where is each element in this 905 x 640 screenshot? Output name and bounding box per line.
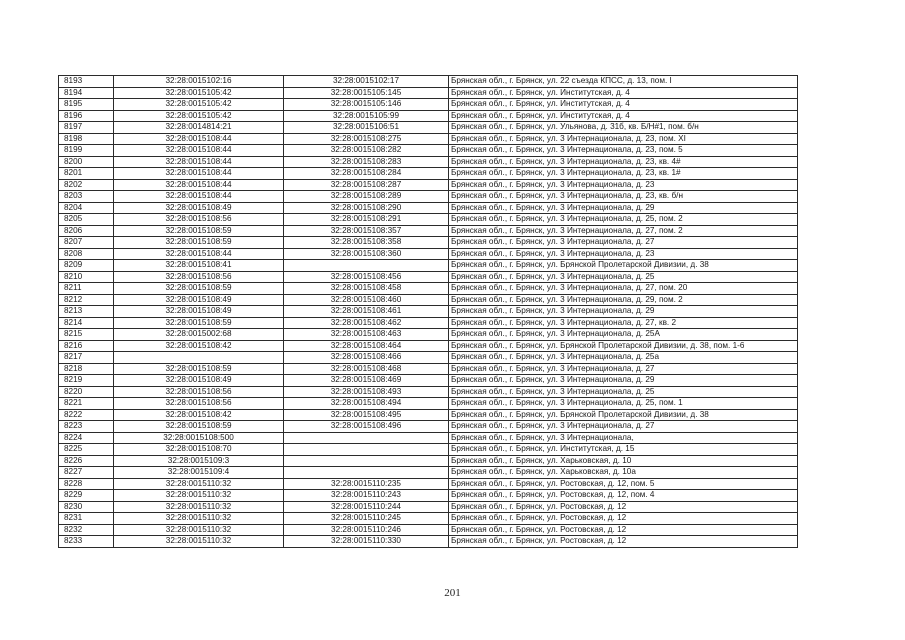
parcel-number-cell: 32:28:0015108:44 [114,145,284,157]
parcel-number-cell: 32:28:0015108:59 [114,237,284,249]
row-number-cell: 8220 [59,386,114,398]
parcel-number-cell: 32:28:0015108:49 [114,294,284,306]
address-cell: Брянская обл., г. Брянск, ул. Ростовская, д. 12 [449,501,798,513]
object-number-cell: 32:28:0015108:275 [284,133,449,145]
address-cell: Брянская обл., г. Брянск, ул. 3 Интернационала, д. 23, кв. 4# [449,156,798,168]
table-row [59,145,798,157]
table-row [59,501,798,513]
row-number-cell: 8226 [59,455,114,467]
address-cell: Брянская обл., г. Брянск, ул. 3 Интернационала, д. 25А [449,329,798,341]
table-row [59,76,798,88]
table-row [59,306,798,318]
row-number-cell: 8201 [59,168,114,180]
table-row [59,421,798,433]
address-cell: Брянская обл., г. Брянск, ул. 3 Интернационала, д. 29 [449,202,798,214]
row-number-cell: 8199 [59,145,114,157]
row-number-cell: 8205 [59,214,114,226]
table-row [59,467,798,479]
object-number-cell: 32:28:0015108:284 [284,168,449,180]
address-cell: Брянская обл., г. Брянск, ул. Институтская, д. 4 [449,87,798,99]
row-number-cell: 8203 [59,191,114,203]
table-row [59,110,798,122]
object-number-cell: 32:28:0015110:245 [284,513,449,525]
row-number-cell: 8200 [59,156,114,168]
row-number-cell: 8229 [59,490,114,502]
registry-table [58,75,798,548]
address-cell: Брянская обл., г. Брянск, ул. 3 Интернационала, д. 23 [449,248,798,260]
table-row [59,99,798,111]
object-number-cell: 32:28:0015105:146 [284,99,449,111]
parcel-number-cell: 32:28:0015108:56 [114,214,284,226]
object-number-cell: 32:28:0015108:464 [284,340,449,352]
parcel-number-cell [114,352,284,364]
row-number-cell: 8210 [59,271,114,283]
address-cell: Брянская обл., г. Брянск, ул. 3 Интернационала, д. 23, кв. б/н [449,191,798,203]
address-cell: Брянская обл., г. Брянск, ул. 3 Интернационала, д. 29 [449,306,798,318]
table-row [59,179,798,191]
object-number-cell: 32:28:0015108:287 [284,179,449,191]
table-row [59,478,798,490]
address-cell: Брянская обл., г. Брянск, ул. 3 Интернационала, д. 27, кв. 2 [449,317,798,329]
parcel-number-cell: 32:28:0014814:21 [114,122,284,134]
object-number-cell: 32:28:0015108:493 [284,386,449,398]
row-number-cell: 8228 [59,478,114,490]
parcel-number-cell: 32:28:0015108:49 [114,306,284,318]
table-row [59,122,798,134]
parcel-number-cell: 32:28:0015109:4 [114,467,284,479]
row-number-cell: 8221 [59,398,114,410]
object-number-cell: 32:28:0015108:289 [284,191,449,203]
address-cell: Брянская обл., г. Брянск, ул. 3 Интернационала, д. 27 [449,237,798,249]
object-number-cell: 32:28:0015110:246 [284,524,449,536]
object-number-cell: 32:28:0015108:494 [284,398,449,410]
table-row [59,214,798,226]
address-cell: Брянская обл., г. Брянск, ул. Ростовская, д. 12 [449,524,798,536]
parcel-number-cell: 32:28:0015108:59 [114,317,284,329]
object-number-cell: 32:28:0015108:468 [284,363,449,375]
address-cell: Брянская обл., г. Брянск, ул. Ростовская, д. 12 [449,536,798,548]
row-number-cell: 8222 [59,409,114,421]
address-cell: Брянская обл., г. Брянск, ул. 3 Интернационала, д. 25, пом. 1 [449,398,798,410]
parcel-number-cell: 32:28:0015108:59 [114,421,284,433]
address-cell: Брянская обл., г. Брянск, ул. 3 Интернационала, д. 25 [449,271,798,283]
row-number-cell: 8193 [59,76,114,88]
table-row [59,168,798,180]
row-number-cell: 8212 [59,294,114,306]
row-number-cell: 8198 [59,133,114,145]
object-number-cell: 32:28:0015106:51 [284,122,449,134]
address-cell: Брянская обл., г. Брянск, ул. Брянской Пролетарской Дивизии, д. 38 [449,260,798,272]
table-row [59,294,798,306]
parcel-number-cell: 32:28:0015108:44 [114,179,284,191]
parcel-number-cell: 32:28:0015110:32 [114,490,284,502]
row-number-cell: 8208 [59,248,114,260]
parcel-number-cell: 32:28:0015108:59 [114,225,284,237]
object-number-cell: 32:28:0015108:291 [284,214,449,226]
address-cell: Брянская обл., г. Брянск, ул. Ростовская, д. 12, пом. 4 [449,490,798,502]
object-number-cell: 32:28:0015108:469 [284,375,449,387]
row-number-cell: 8206 [59,225,114,237]
parcel-number-cell: 32:28:0015108:44 [114,248,284,260]
object-number-cell: 32:28:0015108:283 [284,156,449,168]
table-row [59,375,798,387]
table-row [59,455,798,467]
object-number-cell [284,432,449,444]
row-number-cell: 8230 [59,501,114,513]
address-cell: Брянская обл., г. Брянск, ул. 3 Интернационала, д. 27 [449,421,798,433]
row-number-cell: 8217 [59,352,114,364]
address-cell: Брянская обл., г. Брянск, ул. 22 съезда КПСС, д. 13, пом. I [449,76,798,88]
table-row [59,260,798,272]
table-row [59,398,798,410]
row-number-cell: 8209 [59,260,114,272]
row-number-cell: 8204 [59,202,114,214]
row-number-cell: 8202 [59,179,114,191]
address-cell: Брянская обл., г. Брянск, ул. 3 Интернационала, д. 25, пом. 2 [449,214,798,226]
table-row [59,248,798,260]
address-cell: Брянская обл., г. Брянск, ул. 3 Интернационала, д. 27 [449,363,798,375]
table-row [59,513,798,525]
object-number-cell: 32:28:0015108:460 [284,294,449,306]
table-row [59,524,798,536]
address-cell: Брянская обл., г. Брянск, ул. Харьковская, д. 10 [449,455,798,467]
object-number-cell: 32:28:0015108:495 [284,409,449,421]
parcel-number-cell: 32:28:0015108:56 [114,398,284,410]
address-cell: Брянская обл., г. Брянск, ул. 3 Интернационала, д. 27, пом. 2 [449,225,798,237]
object-number-cell [284,467,449,479]
page-number: 201 [444,587,461,599]
address-cell: Брянская обл., г. Брянск, ул. 3 Интернационала, д. 23, кв. 1# [449,168,798,180]
row-number-cell: 8233 [59,536,114,548]
address-cell: Брянская обл., г. Брянск, ул. Институтская, д. 4 [449,99,798,111]
row-number-cell: 8207 [59,237,114,249]
table-row [59,536,798,548]
parcel-number-cell: 32:28:0015108:49 [114,202,284,214]
address-cell: Брянская обл., г. Брянск, ул. 3 Интернационала, д. 25 [449,386,798,398]
table-row [59,317,798,329]
address-cell: Брянская обл., г. Брянск, ул. Харьковская, д. 10а [449,467,798,479]
address-cell: Брянская обл., г. Брянск, ул. 3 Интернационала, д. 23 [449,179,798,191]
parcel-number-cell: 32:28:0015102:16 [114,76,284,88]
object-number-cell [284,444,449,456]
object-number-cell: 32:28:0015110:330 [284,536,449,548]
parcel-number-cell: 32:28:0015108:44 [114,168,284,180]
row-number-cell: 8197 [59,122,114,134]
parcel-number-cell: 32:28:0015108:70 [114,444,284,456]
parcel-number-cell: 32:28:0015110:32 [114,478,284,490]
table-row [59,444,798,456]
row-number-cell: 8194 [59,87,114,99]
parcel-number-cell: 32:28:0015105:42 [114,110,284,122]
parcel-number-cell: 32:28:0015108:41 [114,260,284,272]
table-row [59,133,798,145]
object-number-cell: 32:28:0015108:282 [284,145,449,157]
parcel-number-cell: 32:28:0015108:56 [114,386,284,398]
parcel-number-cell: 32:28:0015108:44 [114,133,284,145]
parcel-number-cell: 32:28:0015110:32 [114,501,284,513]
object-number-cell: 32:28:0015108:462 [284,317,449,329]
address-cell: Брянская обл., г. Брянск, ул. 3 Интернационала, [449,432,798,444]
object-number-cell: 32:28:0015110:244 [284,501,449,513]
object-number-cell: 32:28:0015108:358 [284,237,449,249]
table-row [59,87,798,99]
table-row [59,363,798,375]
table-row [59,329,798,341]
object-number-cell: 32:28:0015108:456 [284,271,449,283]
parcel-number-cell: 32:28:0015108:44 [114,191,284,203]
object-number-cell: 32:28:0015108:496 [284,421,449,433]
object-number-cell: 32:28:0015108:290 [284,202,449,214]
table-row [59,352,798,364]
parcel-number-cell: 32:28:0015108:42 [114,409,284,421]
parcel-number-cell: 32:28:0015108:59 [114,363,284,375]
parcel-number-cell: 32:28:0015110:32 [114,524,284,536]
row-number-cell: 8215 [59,329,114,341]
object-number-cell: 32:28:0015108:461 [284,306,449,318]
table-row [59,271,798,283]
address-cell: Брянская обл., г. Брянск, ул. Брянской Пролетарской Дивизии, д. 38, пом. 1-6 [449,340,798,352]
object-number-cell: 32:28:0015108:458 [284,283,449,295]
table-row [59,340,798,352]
object-number-cell: 32:28:0015108:463 [284,329,449,341]
parcel-number-cell: 32:28:0015108:500 [114,432,284,444]
object-number-cell: 32:28:0015105:99 [284,110,449,122]
address-cell: Брянская обл., г. Брянск, ул. 3 Интернационала, д. 29 [449,375,798,387]
address-cell: Брянская обл., г. Брянск, ул. Ульянова, д. 31б, кв. Б/Н#1, пом. б/н [449,122,798,134]
address-cell: Брянская обл., г. Брянск, ул. 3 Интернационала, д. 23, пом. XI [449,133,798,145]
row-number-cell: 8224 [59,432,114,444]
parcel-number-cell: 32:28:0015108:42 [114,340,284,352]
row-number-cell: 8196 [59,110,114,122]
address-cell: Брянская обл., г. Брянск, ул. Институтская, д. 15 [449,444,798,456]
row-number-cell: 8216 [59,340,114,352]
address-cell: Брянская обл., г. Брянск, ул. 3 Интернационала, д. 27, пом. 20 [449,283,798,295]
row-number-cell: 8214 [59,317,114,329]
object-number-cell: 32:28:0015108:357 [284,225,449,237]
table-row [59,225,798,237]
address-cell: Брянская обл., г. Брянск, ул. Брянской Пролетарской Дивизии, д. 38 [449,409,798,421]
table-row [59,490,798,502]
parcel-number-cell: 32:28:0015105:42 [114,87,284,99]
row-number-cell: 8225 [59,444,114,456]
parcel-number-cell: 32:28:0015110:32 [114,513,284,525]
parcel-number-cell: 32:28:0015105:42 [114,99,284,111]
table-row [59,202,798,214]
row-number-cell: 8223 [59,421,114,433]
parcel-number-cell: 32:28:0015109:3 [114,455,284,467]
row-number-cell: 8211 [59,283,114,295]
address-cell: Брянская обл., г. Брянск, ул. Ростовская, д. 12, пом. 5 [449,478,798,490]
parcel-number-cell: 32:28:0015002:68 [114,329,284,341]
table-row [59,237,798,249]
parcel-number-cell: 32:28:0015110:32 [114,536,284,548]
parcel-number-cell: 32:28:0015108:59 [114,283,284,295]
object-number-cell: 32:28:0015105:145 [284,87,449,99]
object-number-cell: 32:28:0015110:235 [284,478,449,490]
object-number-cell: 32:28:0015102:17 [284,76,449,88]
table-row [59,156,798,168]
table-row [59,191,798,203]
parcel-number-cell: 32:28:0015108:56 [114,271,284,283]
registry-table-body [59,76,798,548]
object-number-cell: 32:28:0015108:360 [284,248,449,260]
row-number-cell: 8218 [59,363,114,375]
table-row [59,386,798,398]
row-number-cell: 8227 [59,467,114,479]
parcel-number-cell: 32:28:0015108:44 [114,156,284,168]
address-cell: Брянская обл., г. Брянск, ул. 3 Интернационала, д. 25а [449,352,798,364]
row-number-cell: 8213 [59,306,114,318]
row-number-cell: 8195 [59,99,114,111]
address-cell: Брянская обл., г. Брянск, ул. 3 Интернационала, д. 29, пом. 2 [449,294,798,306]
address-cell: Брянская обл., г. Брянск, ул. 3 Интернационала, д. 23, пом. 5 [449,145,798,157]
table-row [59,283,798,295]
address-cell: Брянская обл., г. Брянск, ул. Институтская, д. 4 [449,110,798,122]
object-number-cell: 32:28:0015110:243 [284,490,449,502]
object-number-cell [284,455,449,467]
table-row [59,432,798,444]
address-cell: Брянская обл., г. Брянск, ул. Ростовская, д. 12 [449,513,798,525]
parcel-number-cell: 32:28:0015108:49 [114,375,284,387]
row-number-cell: 8232 [59,524,114,536]
table-row [59,409,798,421]
object-number-cell [284,260,449,272]
object-number-cell: 32:28:0015108:466 [284,352,449,364]
row-number-cell: 8219 [59,375,114,387]
row-number-cell: 8231 [59,513,114,525]
